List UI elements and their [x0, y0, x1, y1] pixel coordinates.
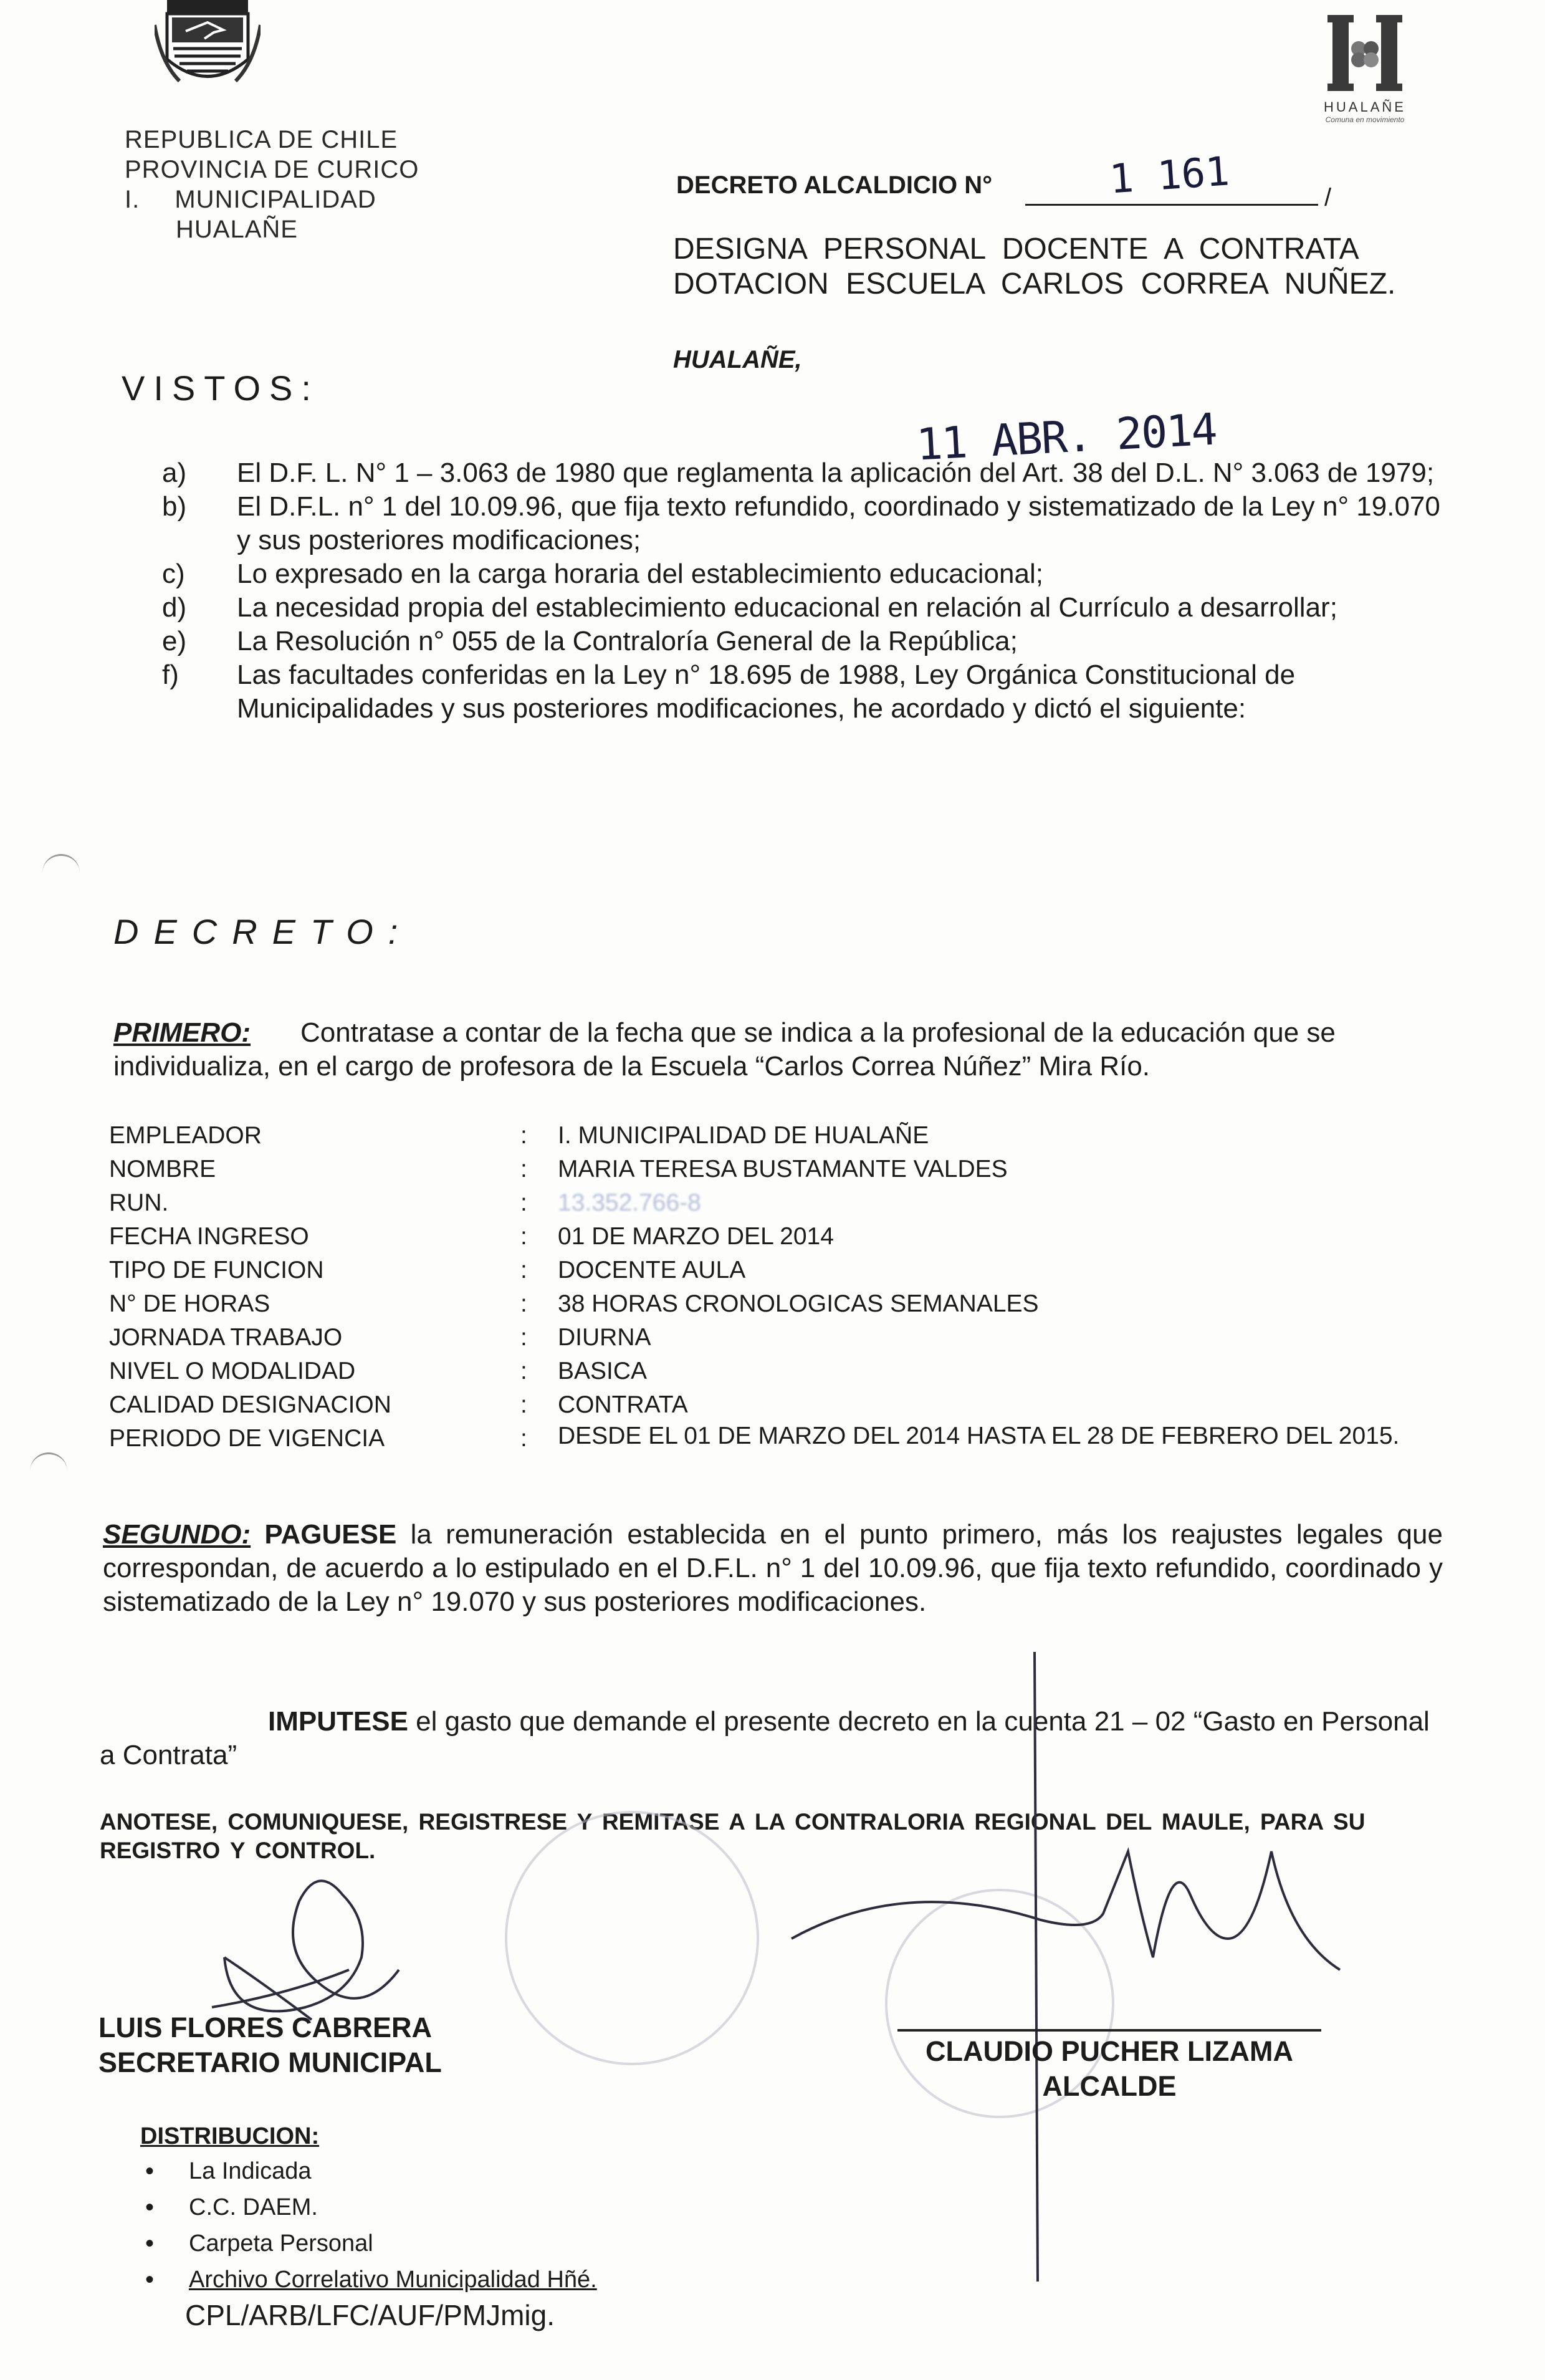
logo-wordmark: HUALAÑE [1324, 99, 1406, 115]
field-label: NOMBRE [109, 1156, 216, 1183]
decree-number-slash: / [1324, 184, 1332, 211]
scan-mark-left-1 [42, 854, 80, 881]
segundo-bold: PAGUESE [264, 1519, 397, 1550]
province-name: PROVINCIA DE CURICO [125, 156, 419, 183]
distribution-list [140, 2153, 763, 2298]
vistos-letter: d) [162, 592, 187, 623]
field-colon: : [520, 1189, 527, 1216]
field-colon: : [520, 1358, 527, 1384]
table-row [109, 1321, 1480, 1355]
vistos-item [162, 456, 1458, 490]
run-value-redacted: 13.352.766-8 [558, 1189, 701, 1216]
secretary-name: LUIS FLORES CABRERA [98, 2012, 433, 2043]
distribution-heading: DISTRIBUCION: [140, 2123, 320, 2149]
table-row [109, 1119, 1480, 1153]
field-label: RUN. [109, 1189, 169, 1216]
table-row [109, 1422, 1480, 1456]
vistos-text: El D.F. L. N° 1 – 3.063 de 1980 que reglamenta la aplicación del Art. 38 del D.L. N° 3.063 de 1979; [237, 458, 1435, 488]
field-colon: : [520, 1257, 527, 1284]
employee-details-table [109, 1119, 1480, 1456]
field-value: BASICA [558, 1358, 648, 1384]
vistos-item [162, 557, 1458, 591]
vistos-letter: e) [162, 626, 187, 656]
vistos-list [162, 456, 1458, 726]
field-colon: : [520, 1324, 527, 1351]
vistos-text: El D.F.L. n° 1 del 10.09.96, que fija texto refundido, coordinado y sistematizado de la Ley n° 19.070 y sus posteriores modificaciones; [237, 491, 1440, 555]
list-item: • C.C. DAEM. [140, 2189, 763, 2225]
field-value: 38 HORAS CRONOLOGICAS SEMANALES [558, 1290, 1039, 1317]
mayor-block [897, 2029, 1321, 2104]
field-value: MARIA TERESA BUSTAMANTE VALDES [558, 1156, 1008, 1183]
primero-paragraph [113, 1016, 1453, 1083]
coat-of-arms-icon [155, 0, 261, 94]
country-name: REPUBLICA DE CHILE [125, 126, 398, 153]
mayor-name: CLAUDIO PUCHER LIZAMA [897, 2029, 1321, 2069]
field-colon: : [520, 1122, 527, 1149]
secretary-title: SECRETARIO MUNICIPAL [98, 2047, 442, 2078]
field-colon: : [520, 1156, 527, 1183]
list-item: • Carpeta Personal [140, 2225, 763, 2262]
table-row [109, 1287, 1480, 1321]
field-value: DOCENTE AULA [558, 1257, 746, 1284]
vistos-item [162, 591, 1458, 625]
vistos-item [162, 625, 1458, 658]
field-value: 01 DE MARZO DEL 2014 [558, 1223, 834, 1250]
field-colon: : [520, 1425, 527, 1452]
institution-header [125, 125, 449, 244]
field-colon: : [520, 1290, 527, 1317]
municipality-name: MUNICIPALIDAD [175, 186, 376, 213]
municipal-seal-stamp [505, 1811, 759, 2065]
logo-tagline: Comuna en movimiento [1325, 115, 1405, 124]
table-row [109, 1355, 1480, 1388]
vistos-text: La Resolución n° 055 de la Contraloría General de la República; [237, 626, 1018, 656]
field-label: FECHA INGRESO [109, 1223, 309, 1250]
commune-name: HUALAÑE [176, 216, 298, 243]
file-initials: CPL/ARB/LFC/AUF/PMJmig. [185, 2299, 555, 2331]
field-label: EMPLEADOR [109, 1122, 262, 1149]
vistos-letter: b) [162, 491, 187, 522]
closing-statement: ANOTESE, COMUNIQUESE, REGISTRESE Y REMITASE A LA CONTRALORIA REGIONAL DEL MAULE, PARA SU REGISTRO Y CONTROL. [100, 1809, 1366, 1863]
segundo-paragraph [103, 1518, 1443, 1619]
vistos-text: La necesidad propia del establecimiento educacional en relación al Currículo a desarrollar; [237, 592, 1337, 623]
field-label: NIVEL O MODALIDAD [109, 1358, 356, 1384]
table-row [109, 1186, 1480, 1220]
field-colon: : [520, 1391, 527, 1418]
decree-number-label: DECRETO ALCALDICIO N° [676, 171, 993, 199]
field-value: CONTRATA [558, 1391, 688, 1418]
segundo-text: la remuneración establecida en el punto primero, más los reajustes legales que correspondan, de acuerdo a lo estipulado en el D.F.L. n° 1 del 10.09.96, que fija texto refundido, coordinado y sistematizado de la Ley n° 19.070 y sus posteriores modificaciones. [103, 1519, 1443, 1617]
municipality-prefix: I. [125, 186, 140, 213]
decreto-heading: DECRETO: [113, 912, 413, 951]
decree-subject: DESIGNA PERSONAL DOCENTE A CONTRATA DOTACION ESCUELA CARLOS CORREA NUÑEZ. [673, 233, 1396, 300]
vistos-letter: a) [162, 458, 187, 488]
imputese-text: el gasto que demande el presente decreto en la cuenta 21 – 02 “Gasto en Personal a Contrata” [100, 1706, 1430, 1770]
table-row [109, 1220, 1480, 1254]
field-value: DIURNA [558, 1324, 651, 1351]
mayor-title: ALCALDE [1042, 2070, 1177, 2102]
vistos-letter: f) [162, 660, 179, 690]
mayor-signature-icon [779, 1646, 1352, 2319]
municipality-line [125, 185, 449, 214]
field-label: TIPO DE FUNCION [109, 1257, 324, 1284]
field-value: I. MUNICIPALIDAD DE HUALAÑE [558, 1122, 929, 1149]
segundo-label: SEGUNDO: [103, 1519, 251, 1550]
field-colon: : [520, 1223, 527, 1250]
vistos-heading: VISTOS: [122, 368, 320, 408]
field-value: DESDE EL 01 DE MARZO DEL 2014 HASTA EL 28 DE FEBRERO DEL 2015. [558, 1423, 1400, 1449]
vistos-item [162, 490, 1458, 557]
primero-text: Contratase a contar de la fecha que se indica a la profesional de la educación que se individualiza, en el cargo de profesora de la Escuela “Carlos Correa Núñez” Mira Río. [113, 1017, 1336, 1082]
distribution-section [140, 2119, 763, 2333]
table-row [109, 1153, 1480, 1186]
vistos-item [162, 658, 1458, 726]
vistos-text: Las facultades conferidas en la Ley n° 18.695 de 1988, Ley Orgánica Constitucional de Municipalidades y sus posteriores modificaciones, he acordado y dictó el siguiente: [237, 660, 1296, 724]
list-item: • La Indicada [140, 2153, 763, 2189]
decree-number-underline [1025, 204, 1318, 206]
decree-number-line [676, 148, 1349, 211]
hualane-logo-icon [1327, 12, 1402, 94]
imputese-bold: IMPUTESE [268, 1706, 408, 1737]
field-label: N° DE HORAS [109, 1290, 270, 1317]
vistos-letter: c) [162, 559, 185, 589]
hualane-logo [1303, 12, 1427, 137]
primero-label: PRIMERO: [113, 1017, 251, 1048]
field-label: PERIODO DE VIGENCIA [109, 1425, 385, 1452]
table-row [109, 1254, 1480, 1287]
field-label: JORNADA TRABAJO [109, 1324, 343, 1351]
field-label: CALIDAD DESIGNACION [109, 1391, 391, 1418]
table-row [109, 1388, 1480, 1422]
vistos-text: Lo expresado en la carga horaria del establecimiento educacional; [237, 559, 1043, 589]
date-stamp: 11 ABR. 2014 [915, 403, 1218, 471]
secretary-block [98, 2010, 442, 2080]
decree-place: HUALAÑE, [673, 346, 802, 373]
scan-mark-left-2 [30, 1452, 67, 1479]
list-item: • Archivo Correlativo Municipalidad Hñé. [140, 2262, 763, 2298]
decree-number: 1 161 [1107, 148, 1232, 203]
